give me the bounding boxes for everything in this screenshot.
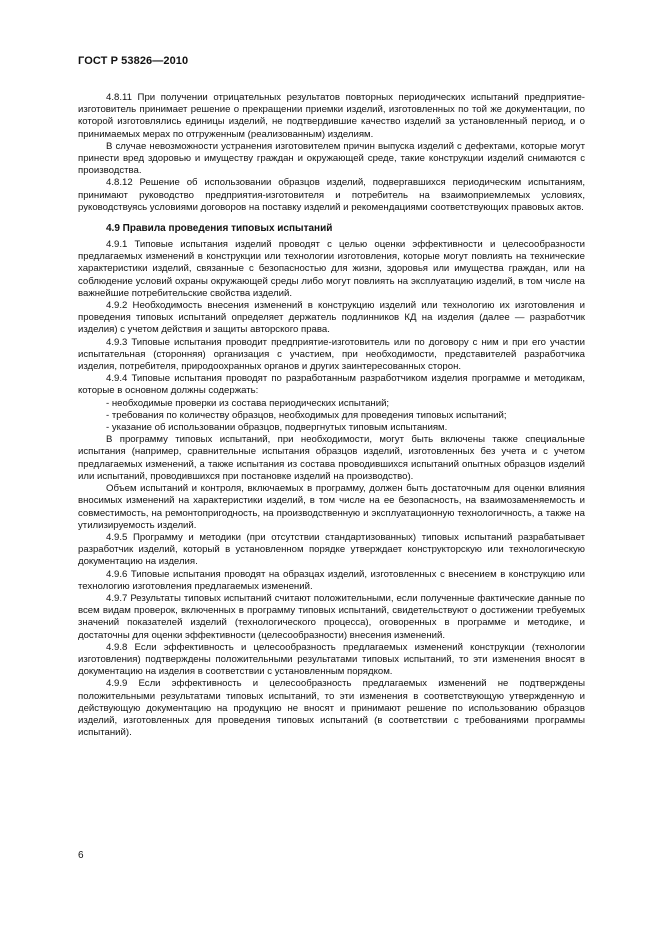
document-header: ГОСТ Р 53826—2010 [78, 55, 189, 67]
paragraph-4-9-1: 4.9.1 Типовые испытания изделий проводят с целью оценки эффективности и целесообразности предлагаемых изменений в конструкции или технологии изготовления, которые могут повлиять на технические характеристики изделий, связанные с безопасностью для жизни, здоровья или имущества граждан, или на соблюдение условий охраны окружающей среды либо могут повлиять на эксплуатацию изделий, в том числе на важнейшие потребительские свойства изделий. [78, 239, 585, 299]
list-item: - требования по количеству образцов, необходимых для проведения типовых испытаний; [106, 409, 507, 421]
paragraph-defects: В случае невозможности устранения изготовителем причин выпуска изделий с дефектами, которые могут принести вред здоровью и имуществу граждан и окружающей среде, такие конструкции изделий снимаются с производства. [78, 140, 585, 177]
paragraph-4-9-8: 4.9.8 Если эффективность и целесообразность предлагаемых изменений конструкции (технологии изготовления) подтверждены положительными результатами типовых испытаний, то эти изменения вносят в документацию на изделия в соответствии с установленным порядком. [78, 641, 585, 678]
paragraph-4-9-5: 4.9.5 Программу и методики (при отсутствии стандартизованных) типовых испытаний разрабатывает разработчик изделий, который в установленном порядке утверждает конструкторскую или технологическую документацию на изделия. [78, 531, 585, 568]
paragraph-4-9-6: 4.9.6 Типовые испытания проводят на образцах изделий, изготовленных с внесением в конструкцию или технологию изготовления предлагаемых изменений. [78, 568, 585, 592]
page-number: 6 [78, 850, 84, 861]
paragraph-4-8-12: 4.8.12 Решение об использовании образцов изделий, подвергавшихся периодическим испытаниям, принимают руководство предприятия-изготовителя и потребитель на взаимоприемлемых условиях, руководствуясь условиями договоров на поставку изделий и рекомендациями соответствующих правовых актов. [78, 177, 585, 213]
paragraph-4-9-3: 4.9.3 Типовые испытания проводит предприятие-изготовитель или по договору с ним и при его участии испытательная (сторонняя) организация с участием, при необходимости, представителей разработчика изделия, потребителя, природоохранных органов и других заинтересованных сторон. [78, 336, 585, 373]
paragraph-4-9-2: 4.9.2 Необходимость внесения изменений в конструкцию изделий или технологию их изготовления и проведения типовых испытаний определяет держатель подлинников КД на изделия (далее — разработчик изделия) с учетом действия и защиты авторского права. [78, 300, 585, 336]
paragraph-scope: Объем испытаний и контроля, включаемых в программу, должен быть достаточным для оценки влияния вносимых изменений на характеристики изделий, в том числе на ее безопасность, на взаимозаменяемость и совместимость, на ремонтопригодность, на производственную и эксплуатационную технологичность, а также на утилизируемость изделий. [78, 483, 585, 531]
document-body [78, 92, 585, 739]
paragraph-4-9-4: 4.9.4 Типовые испытания проводят по разработанным разработчиком изделия программе и методикам, которые в основном должны содержать: [78, 373, 585, 397]
list-item: - указание об использовании образцов, подвергнутых типовым испытаниям. [106, 422, 448, 434]
paragraph-program: В программу типовых испытаний, при необходимости, могут быть включены также специальные испытания (например, сравнительные испытания образцов изделий, изготовленных без учета и с учетом предлагаемых изменений, а также испытания из состава проводившихся испытаний опытных образцов изделий или испытаний, проводившихся при постановке изделий на производство). [78, 434, 585, 482]
paragraph-4-9-9: 4.9.9 Если эффективность и целесообразность предлагаемых изменений не подтверждены положительными результатами типовых испытаний, то эти изменения в соответствующую утвержденную и действующую документацию на продукцию не вносят и принимают решение по использованию образцов изделий, изготовленных для проведения типовых испытаний (в соответствии с требованиями программы испытаний). [78, 678, 585, 739]
paragraph-4-9-7: 4.9.7 Результаты типовых испытаний считают положительными, если полученные фактические данные по всем видам проверок, включенных в программу типовых испытаний, свидетельствуют о достижении требуемых значений показателей изделий (технологического процесса), оговоренных в программе и методике, и достаточны для оценки эффективности (целесообразности) внесения изменений. [78, 592, 585, 641]
paragraph-4-8-11: 4.8.11 При получении отрицательных результатов повторных периодических испытаний предприятие-изготовитель принимает решение о прекращении приемки изделий, изготовленных по той же документации, по которой изготовлялись единицы изделий, не подтвердившие качество изделий за установленный период, и о принимаемых мерах по отгруженным (реализованным) изделиям. [78, 92, 585, 140]
section-title: 4.9 Правила проведения типовых испытаний [106, 223, 333, 235]
list-item: - необходимые проверки из состава периодических испытаний; [106, 397, 390, 409]
